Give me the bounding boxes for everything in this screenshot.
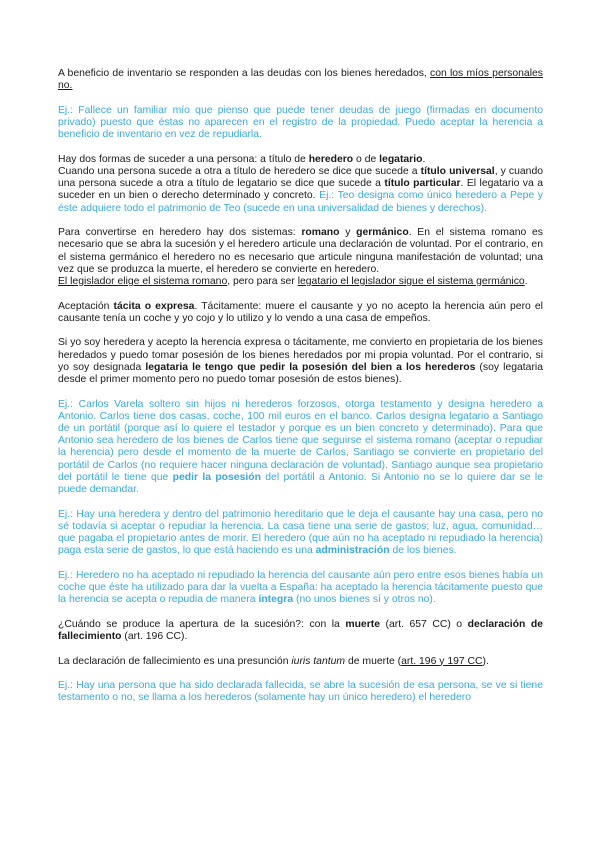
text: del portátil a Antonio. Si Antonio no se lo quiere dar se le puede demandar.: [58, 471, 543, 496]
bold-text: íntegra: [258, 594, 294, 606]
paragraph-formas-suceder: [58, 154, 543, 215]
bold-text: legatario: [379, 153, 423, 165]
text: . El legatario va a suceder en un bien o derecho determinado y concreto.: [58, 178, 543, 202]
text: de muerte (: [345, 655, 402, 667]
underlined-text: con los míos personales no.: [58, 68, 543, 92]
bold-text: título universal: [420, 166, 495, 177]
example-paragraph-2: [58, 399, 543, 497]
text: . Tácitamente: muere el causante y yo no acepto la herencia aún pero el causante tenía un coche y yo cojo y lo utilizo y lo vendo a una casa de empeños.: [58, 300, 543, 324]
italic-text: iuris tantum: [291, 655, 346, 667]
text: (no unos bienes sí y otros no).: [293, 594, 436, 606]
bold-text: legataria le tengo que pedir la posesión del bien a los herederos: [145, 361, 476, 373]
text: Cuando una persona sucede a otra a título de heredero se dice que sucede a: [58, 166, 421, 177]
bold-text: administración: [315, 545, 390, 557]
bold-text: tácita o expresa: [113, 300, 195, 312]
paragraph-declaracion-fallecimiento: [58, 656, 543, 668]
text: .: [422, 153, 426, 165]
text: Para convertirse en heredero hay dos sistemas:: [58, 227, 302, 239]
bold-text: título particular: [384, 178, 461, 190]
bold-text: muerte: [345, 618, 380, 630]
document-page: [58, 68, 543, 717]
underlined-text: art. 196 y 197 CC: [401, 655, 483, 667]
text: ).: [482, 655, 489, 667]
bold-text: germánico: [356, 227, 409, 239]
text: (art. 657 CC) o: [379, 618, 468, 630]
example-paragraph-1: Ej.: Fallece un familiar mío que pienso que puede tener deudas de juego (firmadas en documento privado) puesto que éstas no aparecen en el registro de la propiedad. Puedo aceptar la herencia a beneficio de inventario en vez de repudiarla.: [58, 104, 543, 141]
text: Hay dos formas de suceder a una persona: a título de: [58, 153, 309, 165]
inline-example: Ej.: Teo designa como único heredero a Pepe y éste adquiere todo el patrimonio de Teo (sucede en una universalidad de bienes y derechos).: [58, 190, 544, 214]
text: (art. 196 CC).: [121, 631, 188, 643]
paragraph-apertura-sucesion: [58, 619, 543, 643]
text: Si yo soy heredera y acepto la herencia expresa o tácitamente, me convierto en propietaria de los bienes heredados y puedo tomar posesión de los bienes heredados por mi propia voluntad. Por el contrario, si yo soy designada: [58, 337, 543, 373]
text: Aceptación: [58, 300, 114, 312]
text: Ej.: Hay una heredera y dentro del patrimonio hereditario que le deja el causante hay una casa, pero no sé todavía si aceptar o repudiar la herencia. La casa tiene una serie de gastos; luz, agua, comunidad… que pagaba el propietario antes de morir. El heredero (que aún no ha aceptado ni repudiado la herencia) paga esta serie de gastos, lo que está haciendo es una: [58, 508, 543, 557]
bold-text: heredero: [308, 153, 354, 165]
text: . En el sistema romano es necesario que se abra la sucesión y el heredero articule una declaración de voluntad. Por el contrario, en el sistema germánico el heredero no es necesario que articule ninguna manifestación de voluntad; una vez que se produzca la muerte, el heredero se convierte en heredero.: [58, 227, 543, 275]
text: y: [339, 227, 357, 239]
paragraph-beneficio-inventario: [58, 68, 543, 92]
text: Ej.: Heredero no ha aceptado ni repudiado la herencia del causante aún pero entre esos bienes había un coche que éste ha utilizado para dar la vuelta a España: ha aceptado la herencia tácitamente puesto que la herencia se acepta o repudia de manera: [58, 569, 543, 606]
text: .: [524, 276, 528, 288]
example-paragraph-5: Ej.: Hay una persona que ha sido declarada fallecida, se abre la sucesión de esa persona, se ve si tiene testamento o no, se llama a los herederos (solamente hay un único heredero) el heredero: [58, 680, 543, 704]
text: , pero para ser: [227, 276, 298, 288]
underlined-text: El legislador elige el sistema romano: [58, 276, 228, 288]
paragraph-sistemas: [58, 227, 543, 288]
example-paragraph-4: [58, 570, 543, 607]
text: , y cuando una persona sucede a otra a título de legatario se dice que sucede a: [58, 166, 544, 190]
text: Ej.: Carlos Varela soltero sin hijos ni herederos forzosos, otorga testamento y designa heredero a Antonio. Carlos tiene dos casas, coche, 100 mil euros en el banco. Carlos designa legatario a Santiago de un portátil (porque así lo quiere el testador y porque es un bien concreto y determinado). Para que Antonio sea heredero de los bienes de Carlos tiene que seguirse el sistema romano (aceptar o repudiar la herencia) pero desde el momento de la muerte de Carlos, Santiago se convierte en propietario del portátil de Carlos (no requiere hacer ninguna declaración de voluntad). Santiago aunque sea propietario del portátil le tiene que: [58, 398, 543, 483]
underlined-text: legatario el legislador sigue el sistema germánico: [297, 276, 525, 288]
text: La declaración de fallecimiento es una presunción: [58, 655, 292, 667]
bold-text: pedir la posesión: [172, 471, 261, 483]
text: (soy legataria desde el primer momento pero no puedo tomar posesión de estos bienes).: [58, 361, 543, 386]
text: A beneficio de inventario se responden a las deudas con los bienes heredados,: [58, 68, 431, 79]
paragraph-heredera-legataria: [58, 337, 543, 386]
example-paragraph-3: [58, 509, 543, 558]
bold-text: romano: [301, 227, 340, 239]
text: ¿Cuándo se produce la apertura de la sucesión?: con la: [58, 618, 346, 630]
paragraph-aceptacion: [58, 301, 543, 325]
text: o de: [353, 153, 380, 165]
text: de los bienes.: [389, 545, 457, 557]
bold-text: declaración de fallecimiento: [58, 618, 543, 643]
